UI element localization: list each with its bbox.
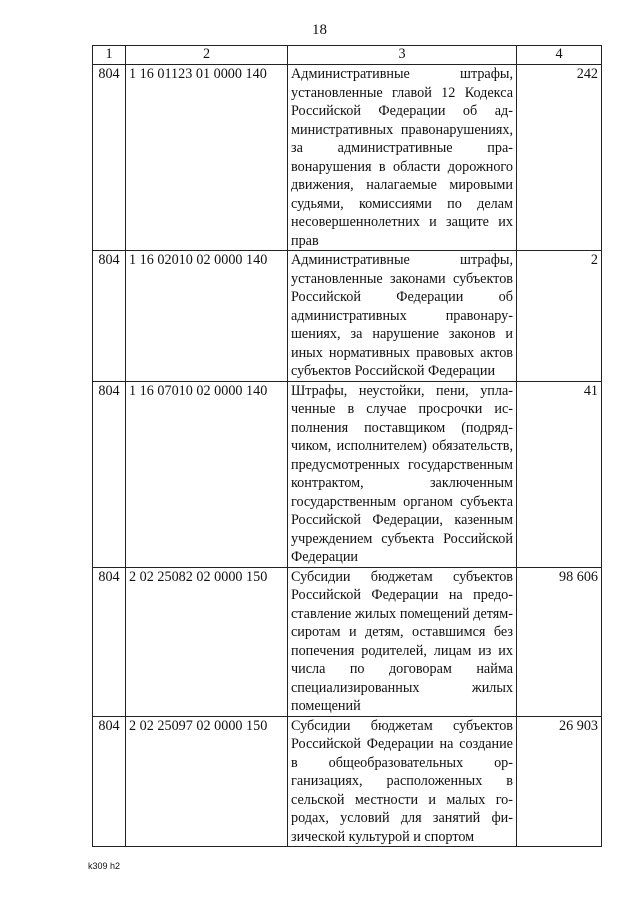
page-number: 18: [312, 22, 327, 38]
header-col-2: 2: [126, 46, 288, 65]
amount-cell: 98 606: [517, 567, 602, 716]
description-cell: Субсидии бюджетам субъектов Российской Федерации на создание в общеобразовательных организациях, расположенных в сельской местности и малых городах, условий для занятий физической культурой и спортом: [288, 716, 517, 847]
admin-code-cell: 804: [93, 65, 126, 251]
amount-cell: 41: [517, 381, 602, 567]
admin-code-cell: 804: [93, 567, 126, 716]
footer-document-code: k309 h2: [88, 861, 121, 871]
kbk-code-cell: 2 02 25097 02 0000 150: [126, 716, 288, 847]
admin-code-cell: 804: [93, 251, 126, 382]
kbk-code-cell: 1 16 07010 02 0000 140: [126, 381, 288, 567]
amount-cell: 2: [517, 251, 602, 382]
admin-code-cell: 804: [93, 381, 126, 567]
table-row: [93, 567, 602, 716]
amount-cell: 242: [517, 65, 602, 251]
table-row: [93, 381, 602, 567]
header-col-1: 1: [93, 46, 126, 65]
table-row: [93, 65, 602, 251]
amount-cell: 26 903: [517, 716, 602, 847]
kbk-code-cell: 2 02 25082 02 0000 150: [126, 567, 288, 716]
description-cell: Субсидии бюджетам субъектов Российской Федерации на предоставление жилых помещений детям-сиротам и детям, оставшимся без попечения родителей, лицам из их числа по договорам найма специализированных жилых помещений: [288, 567, 517, 716]
table-header-row: [93, 46, 602, 65]
description-cell: Административные штрафы, установленные главой 12 Кодекса Российской Федерации об административных правонарушениях, за административные правонарушения в области дорожного движения, налагаемые мировыми судьями, комиссиями по делам несовершеннолетних и защите их прав: [288, 65, 517, 251]
header-col-4: 4: [517, 46, 602, 65]
table-row: [93, 716, 602, 847]
table-row: [93, 251, 602, 382]
kbk-code-cell: 1 16 02010 02 0000 140: [126, 251, 288, 382]
description-cell: Штрафы, неустойки, пени, уплаченные в случае просрочки исполнения поставщиком (подрядчиком, исполнителем) обязательств, предусмотренных государственным контрактом, заключенным государственным органом субъекта Российской Федерации, казенным учреждением субъекта Российской Федерации: [288, 381, 517, 567]
header-col-3: 3: [288, 46, 517, 65]
description-cell: Административные штрафы, установленные законами субъектов Российской Федерации об административных правонарушениях, за нарушение законов и иных нормативных правовых актов субъектов Российской Федерации: [288, 251, 517, 382]
admin-code-cell: 804: [93, 716, 126, 847]
kbk-code-cell: 1 16 01123 01 0000 140: [126, 65, 288, 251]
budget-revenue-table: [92, 45, 602, 847]
